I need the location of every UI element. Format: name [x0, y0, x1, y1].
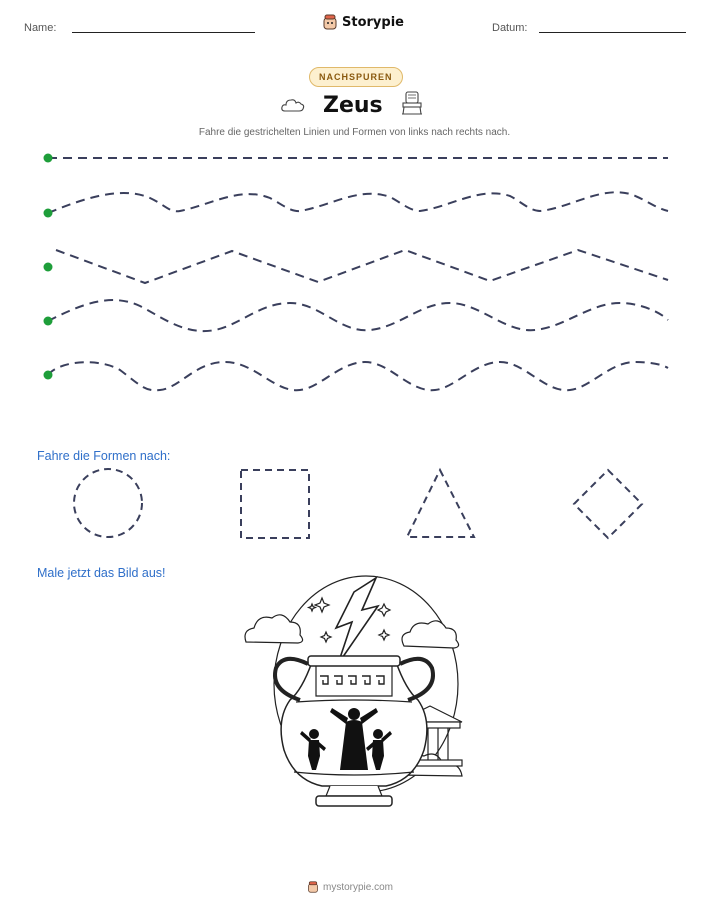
- throne-icon: [398, 90, 426, 116]
- footer: [307, 881, 393, 893]
- cloud-icon: [280, 95, 306, 115]
- name-label: Name:: [24, 22, 57, 34]
- logo-text: Storypie: [342, 14, 404, 30]
- start-dot-2: [44, 209, 53, 218]
- start-dot-3: [44, 263, 53, 272]
- coloring-picture-zeus-vase: [240, 575, 470, 815]
- name-line[interactable]: [72, 32, 255, 33]
- storypie-mascot-icon: [322, 14, 338, 30]
- tracing-lines: [0, 140, 709, 400]
- shapes-label: Fahre die Formen nach:: [37, 449, 171, 463]
- nachspuren-badge: NACHSPUREN: [309, 67, 403, 87]
- coloring-label: Male jetzt das Bild aus!: [37, 566, 166, 580]
- shape-triangle: [407, 470, 474, 537]
- trace-line-zigzag: [56, 250, 668, 283]
- instruction-text: Fahre die gestrichelten Linien und Formen von links nach rechts nach.: [198, 127, 511, 138]
- shape-square: [241, 470, 309, 538]
- start-dot-4: [44, 317, 53, 326]
- date-label: Datum:: [492, 22, 528, 34]
- page-title: Zeus: [323, 93, 383, 118]
- tracing-shapes: [0, 460, 709, 550]
- storypie-mascot-icon: [307, 881, 319, 893]
- trace-line-wave-3: [48, 362, 668, 390]
- date-line[interactable]: [539, 32, 686, 33]
- shape-diamond: [574, 470, 642, 538]
- trace-line-wave-1: [48, 192, 668, 213]
- start-dot-1: [44, 154, 53, 163]
- start-dot-5: [44, 371, 53, 380]
- footer-url[interactable]: mystorypie.com: [323, 881, 394, 893]
- trace-line-wave-2: [48, 300, 668, 331]
- shape-circle: [74, 469, 142, 537]
- storypie-logo: [322, 14, 404, 30]
